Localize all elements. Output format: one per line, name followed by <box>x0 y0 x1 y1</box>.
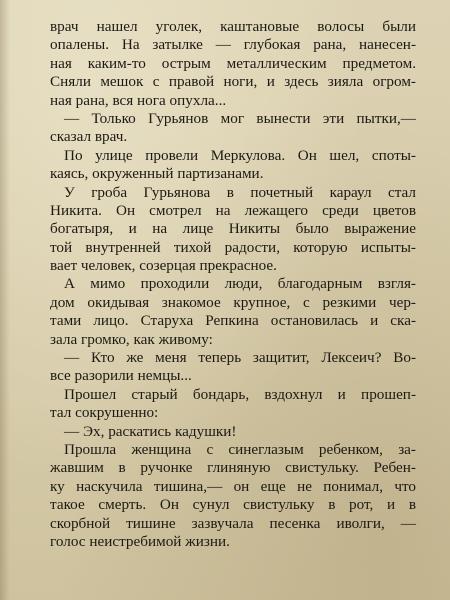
text-line: врач нашел уголек, каштановые волосы были <box>50 18 416 35</box>
text-line: все разорили немцы... <box>50 367 192 385</box>
text-line: тал сокрушенно: <box>50 404 159 422</box>
text-line: каясь, окруженный партизанами. <box>50 165 264 183</box>
text-line: дом окидывая знакомое крупное, с резкими чер- <box>50 293 416 311</box>
text-line: опалены. На затылке — глубокая рана, нанесен- <box>50 36 416 54</box>
text-line: той внутренней тихой радости, которую испыты- <box>50 238 416 256</box>
text-line: вает человек, созерцая прекрасное. <box>50 257 277 275</box>
text-line: ная каким-то острым металлическим предметом. <box>50 54 416 72</box>
text-line: жавшим в ручонке глиняную свистульку. Ребен- <box>50 459 416 477</box>
text-line: Сняли мешок с правой ноги, и здесь зияла огром- <box>50 73 416 91</box>
text-line: Прошла женщина с синеглазым ребенком, за- <box>64 440 416 458</box>
text-line: Прошел старый бондарь, вздохнул и прошеп- <box>64 385 416 403</box>
page-text <box>50 18 416 551</box>
text-line: А мимо проходили люди, благодарным взгля- <box>64 275 416 293</box>
text-line: скорбной тишине зазвучала песенка иволги, — <box>50 514 416 532</box>
text-line: ная рана, вся нога опухла... <box>50 91 227 109</box>
text-line: сказал врач. <box>50 128 128 146</box>
text-line: такое смерть. Он сунул свистульку в рот, и в <box>50 496 416 514</box>
text-line: По улице провели Меркулова. Он шел, споты- <box>64 146 416 164</box>
text-line: — Эх, раскатись кадушки! <box>64 422 237 440</box>
text-line: Никита. Он смотрел на лежащего среди цветов <box>50 201 416 219</box>
text-line: — Кто же меня теперь защитит, Лексеич? Во- <box>64 349 416 367</box>
text-line: тами лицо. Старуха Репкина остановилась и ска- <box>50 312 416 330</box>
text-line: голос неистребимой жизни. <box>50 532 230 550</box>
text-line: У гроба Гурьянова в почетный караул стал <box>64 183 416 201</box>
text-line: зала громко, как живому: <box>50 330 213 348</box>
text-line: ку наскучила тишина,— он еще не понимал, что <box>50 477 416 495</box>
text-line: — Только Гурьянов мог вынести эти пытки,— <box>64 109 416 127</box>
text-line: богатыря, и на лице Никиты было выражение <box>50 220 416 238</box>
